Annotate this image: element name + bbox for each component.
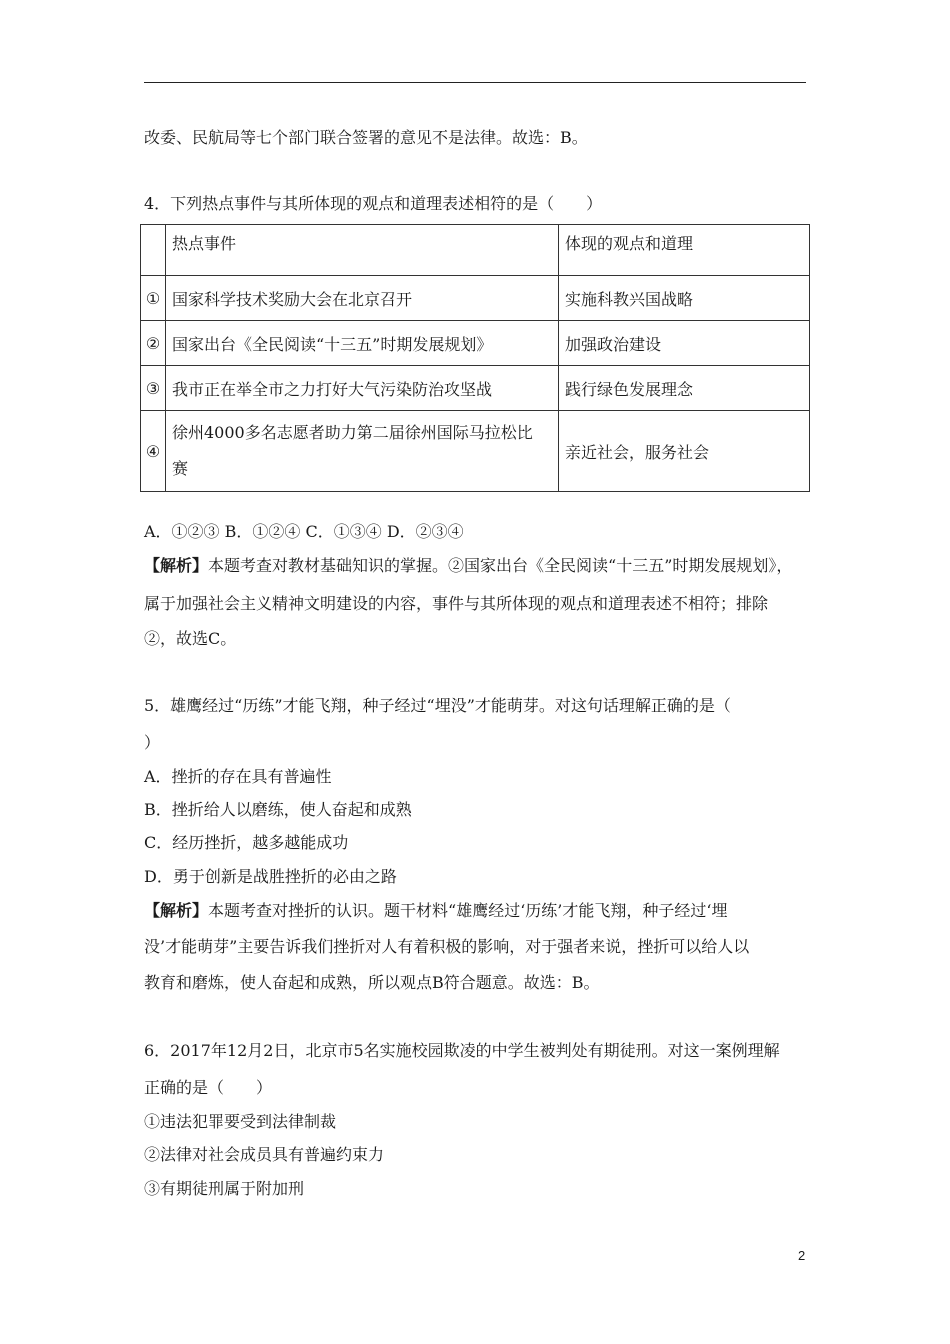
row-view: 亲近社会，服务社会 — [559, 411, 810, 492]
table-header-event: 热点事件 — [166, 225, 559, 276]
header-rule — [144, 82, 806, 83]
analysis-tag: 【解析】 — [144, 556, 209, 575]
q5-stem-line2: ） — [144, 733, 161, 752]
row-event-line1: 徐州4000多名志愿者助力第二届徐州国际马拉松比 — [172, 423, 533, 442]
q4-analysis-line2: 属于加强社会主义精神文明建设的内容，事件与其所体现的观点和道理表述不相符；排除 — [144, 594, 769, 613]
continuation-text: 改委、民航局等七个部门联合签署的意见不是法律。故选：B。 — [144, 128, 588, 147]
row-event: 我市正在举全市之力打好大气污染防治攻坚战 — [166, 366, 559, 411]
q4-analysis-line3: ②，故选C。 — [144, 629, 237, 648]
row-number: ③ — [141, 366, 166, 411]
q6-item-1: ①违法犯罪要受到法律制裁 — [144, 1112, 337, 1131]
q4-analysis — [144, 556, 792, 576]
q5-option-c: C．经历挫折，越多越能成功 — [144, 833, 349, 852]
q5-analysis — [144, 901, 727, 921]
table-row — [141, 321, 810, 366]
page-number: 2 — [798, 1248, 806, 1263]
q6-stem-line2: 正确的是（ ） — [144, 1078, 273, 1097]
row-view: 践行绿色发展理念 — [559, 366, 810, 411]
table-header-row — [141, 225, 810, 276]
analysis-tag: 【解析】 — [144, 901, 209, 920]
analysis-text: 本题考查对教材基础知识的掌握。②国家出台《全民阅读“十三五”时期发展规划》， — [208, 556, 793, 575]
q4-table — [140, 224, 810, 492]
table-row — [141, 366, 810, 411]
row-number: ① — [141, 276, 166, 321]
row-event-line2: 赛 — [172, 459, 189, 478]
table-row — [141, 276, 810, 321]
q5-analysis-line3: 教育和磨炼，使人奋起和成熟，所以观点B符合题意。故选：B。 — [144, 973, 600, 992]
q5-stem: 5．雄鹰经过“历练”才能飞翔，种子经过“埋没”才能萌芽。对这句话理解正确的是（ — [144, 696, 731, 715]
row-event: 国家科学技术奖励大会在北京召开 — [166, 276, 559, 321]
row-view: 实施科教兴国战略 — [559, 276, 810, 321]
row-view: 加强政治建设 — [559, 321, 810, 366]
q6-stem: 6．2017年12月2日，北京市5名实施校园欺凌的中学生被判处有期徒刑。对这一案例理解 — [144, 1041, 780, 1060]
q4-options: A．①②③ B．①②④ C．①③④ D．②③④ — [144, 522, 464, 541]
row-event: 国家出台《全民阅读“十三五”时期发展规划》 — [166, 321, 559, 366]
q4-stem: 4．下列热点事件与其所体现的观点和道理表述相符的是（ ） — [144, 194, 603, 213]
q6-item-2: ②法律对社会成员具有普遍约束力 — [144, 1145, 385, 1164]
row-number: ④ — [141, 411, 166, 492]
q6-item-3: ③有期徒刑属于附加刑 — [144, 1179, 305, 1198]
table-header-view: 体现的观点和道理 — [559, 225, 810, 276]
q5-option-d: D．勇于创新是战胜挫折的必由之路 — [144, 867, 397, 886]
row-number: ② — [141, 321, 166, 366]
table-row — [141, 411, 810, 492]
q5-option-b: B．挫折给人以磨练，使人奋起和成熟 — [144, 800, 412, 819]
q5-option-a: A．挫折的存在具有普遍性 — [144, 767, 332, 786]
table-header-num — [141, 225, 166, 276]
analysis-text: 本题考查对挫折的认识。题干材料“雄鹰经过‘历练’才能飞翔，种子经过‘埋 — [208, 901, 728, 920]
q5-analysis-line2: 没’才能萌芽”主要告诉我们挫折对人有着积极的影响，对于强者来说，挫折可以给人以 — [144, 937, 750, 956]
row-event — [166, 411, 559, 492]
